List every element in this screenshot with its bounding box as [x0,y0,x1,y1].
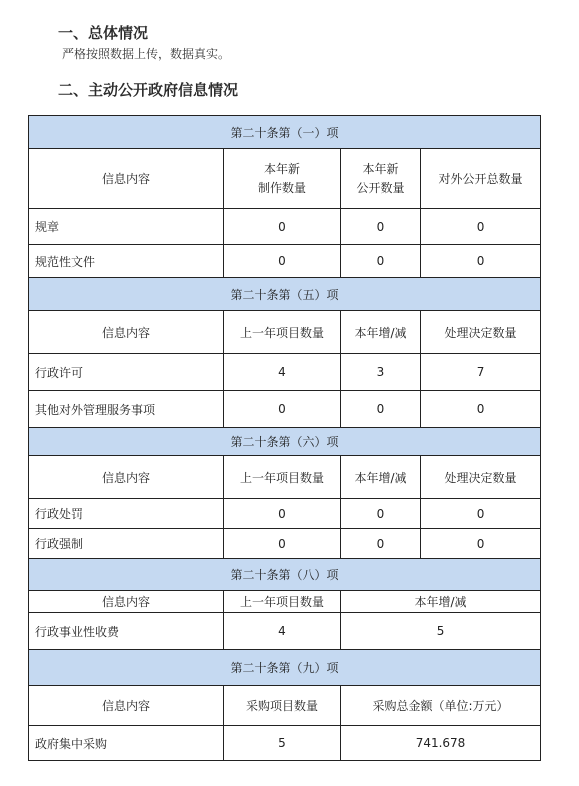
cell-value: 0 [341,209,421,245]
row-label: 规范性文件 [29,245,224,278]
header-cell: 本年增/减 [341,591,541,613]
section-row [29,650,541,686]
cell-value: 7 [421,354,541,391]
header-cell: 处理决定数量 [421,311,541,354]
section-title: 第二十条第（八）项 [29,559,541,591]
cell-value: 0 [421,529,541,559]
cell-value: 0 [341,245,421,278]
row-label: 政府集中采购 [29,726,224,761]
section-title: 第二十条第（五）项 [29,278,541,311]
header-cell: 采购总金额（单位:万元） [341,686,541,726]
header-cell: 上一年项目数量 [224,311,341,354]
cell-value: 0 [341,529,421,559]
section-title: 第二十条第（六）项 [29,428,541,456]
header-line: 本年新 公开数量 [356,161,405,195]
section-heading-disclosure: 二、主动公开政府信息情况 [58,81,239,99]
header-cell: 对外公开总数量 [421,149,541,209]
header-cell: 信息内容 [29,591,224,613]
header-cell: 信息内容 [29,456,224,499]
section-heading-overview: 一、总体情况 [58,24,149,42]
disclosure-table [28,115,541,761]
header-row [29,311,541,354]
table-row [29,354,541,391]
cell-value: 0 [224,209,341,245]
header-row [29,149,541,209]
cell-value: 741.678 [341,726,541,761]
header-cell: 上一年项目数量 [224,456,341,499]
header-line: 本年新 制作数量 [257,161,306,195]
section-row [29,428,541,456]
header-row [29,591,541,613]
table-row [29,613,541,650]
cell-value: 0 [421,209,541,245]
cell-value: 0 [341,499,421,529]
row-label: 行政事业性收费 [29,613,224,650]
cell-value: 0 [224,391,341,428]
header-row [29,456,541,499]
table-row [29,391,541,428]
section-row [29,116,541,149]
header-cell: 处理决定数量 [421,456,541,499]
cell-value: 0 [421,391,541,428]
cell-value: 0 [341,391,421,428]
cell-value: 0 [224,245,341,278]
table-row [29,499,541,529]
row-label: 行政许可 [29,354,224,391]
table-row [29,209,541,245]
header-cell: 采购项目数量 [224,686,341,726]
overview-text: 严格按照数据上传，数据真实。 [62,47,231,61]
header-cell [224,149,341,209]
cell-value: 4 [224,613,341,650]
section-row [29,278,541,311]
header-cell: 信息内容 [29,311,224,354]
cell-value: 0 [224,529,341,559]
table-row [29,726,541,761]
section-title: 第二十条第（一）项 [29,116,541,149]
header-cell: 上一年项目数量 [224,591,341,613]
header-cell: 信息内容 [29,686,224,726]
cell-value: 3 [341,354,421,391]
section-row [29,559,541,591]
cell-value: 0 [224,499,341,529]
row-label: 行政处罚 [29,499,224,529]
row-label: 规章 [29,209,224,245]
cell-value: 4 [224,354,341,391]
header-cell [341,149,421,209]
table-row [29,245,541,278]
cell-value: 0 [421,245,541,278]
header-row [29,686,541,726]
cell-value: 5 [341,613,541,650]
table-row [29,529,541,559]
header-cell: 本年增/减 [341,311,421,354]
row-label: 行政强制 [29,529,224,559]
row-label: 其他对外管理服务事项 [29,391,224,428]
cell-value: 0 [421,499,541,529]
header-cell: 本年增/减 [341,456,421,499]
header-cell: 信息内容 [29,149,224,209]
cell-value: 5 [224,726,341,761]
section-title: 第二十条第（九）项 [29,650,541,686]
